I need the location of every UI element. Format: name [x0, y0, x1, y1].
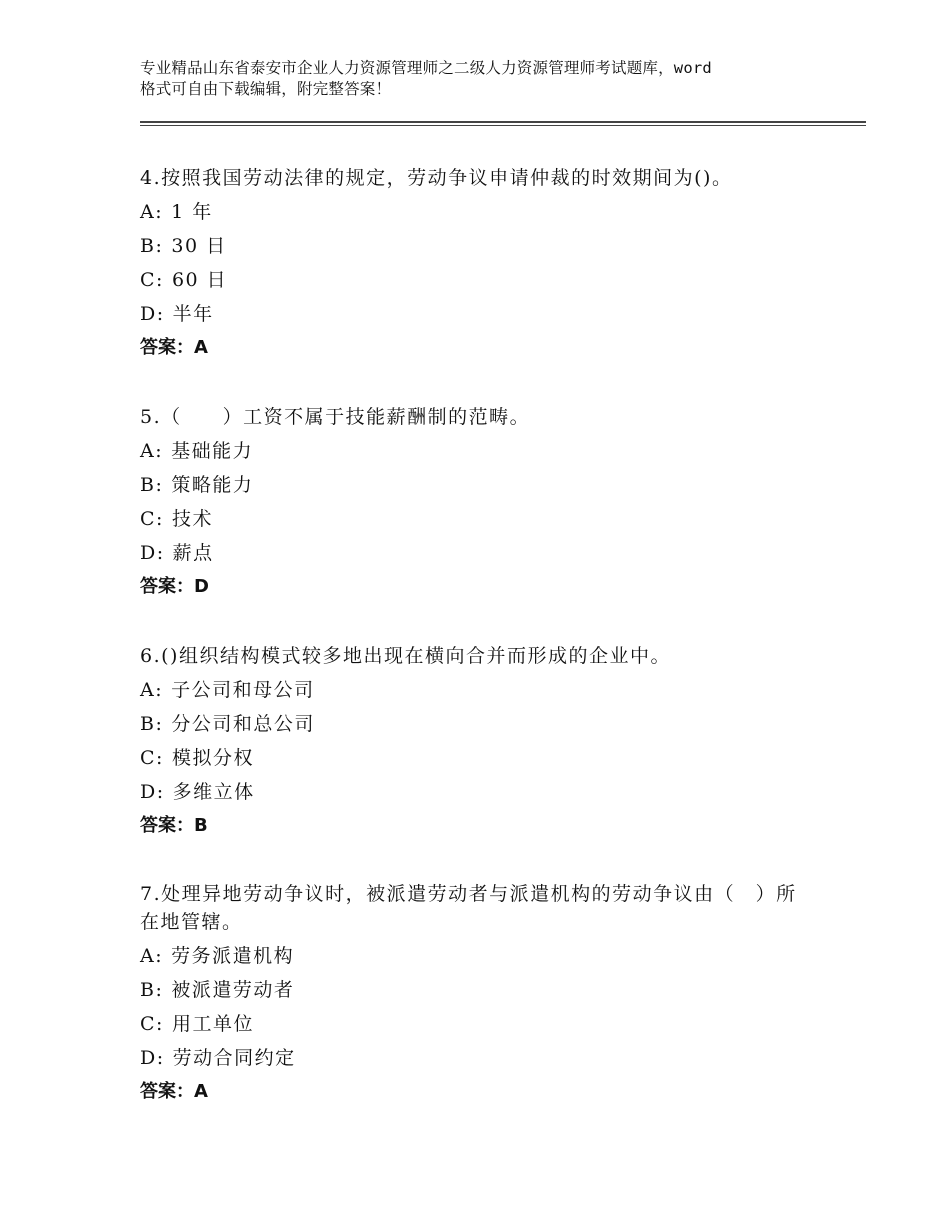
- answer-label: 答案：A: [140, 337, 208, 358]
- option-b: [140, 232, 840, 260]
- option-letter: C:: [140, 269, 164, 291]
- option-c: [140, 1010, 800, 1038]
- header-title-line-2: 格式可自由下载编辑，附完整答案！: [140, 80, 392, 98]
- option-text: 分公司和总公司: [171, 713, 315, 735]
- question-stem: 5.（ ）工资不属于技能薪酬制的范畴。: [140, 406, 531, 428]
- option-text: 技术: [171, 508, 213, 530]
- option-c: [140, 266, 840, 294]
- option-d: [140, 539, 840, 567]
- option-letter: C:: [140, 747, 164, 769]
- option-letter: A:: [140, 201, 164, 223]
- option-letter: B:: [140, 235, 164, 257]
- option-a: [140, 198, 840, 226]
- option-text: 劳务派遣机构: [171, 945, 295, 967]
- header-divider-thin: [140, 125, 866, 126]
- option-a: [140, 437, 840, 465]
- option-letter: B:: [140, 979, 164, 1001]
- option-text: 用工单位: [171, 1013, 254, 1035]
- header-divider: [140, 121, 866, 123]
- option-letter: A:: [140, 679, 164, 701]
- option-letter: A:: [140, 440, 164, 462]
- option-text: 基础能力: [171, 440, 254, 462]
- option-text: 60 日: [171, 269, 228, 291]
- option-a: [140, 676, 840, 704]
- option-text: 策略能力: [171, 474, 254, 496]
- option-letter: C:: [140, 508, 164, 530]
- option-letter: B:: [140, 713, 164, 735]
- question-6: [140, 642, 840, 840]
- option-b: [140, 710, 840, 738]
- option-d: [140, 778, 840, 806]
- question-stem: 7.处理异地劳动争议时，被派遣劳动者与派遣机构的劳动争议由（ ）所在地管辖。: [140, 883, 797, 933]
- option-c: [140, 505, 840, 533]
- option-text: 劳动合同约定: [172, 1047, 296, 1069]
- option-c: [140, 744, 840, 772]
- option-letter: D:: [140, 303, 165, 325]
- question-stem: 6.()组织结构模式较多地出现在横向合并而形成的企业中。: [140, 645, 671, 667]
- option-text: 子公司和母公司: [171, 679, 315, 701]
- option-text: 薪点: [172, 542, 214, 564]
- option-text: 多维立体: [172, 781, 255, 803]
- header-title-line-1: 专业精品山东省泰安市企业人力资源管理师之二级人力资源管理师考试题库，word: [140, 59, 712, 77]
- question-7: [140, 880, 800, 1106]
- option-text: 半年: [172, 303, 214, 325]
- option-letter: D:: [140, 781, 165, 803]
- question-4: [140, 164, 840, 362]
- option-letter: B:: [140, 474, 164, 496]
- option-text: 模拟分权: [171, 747, 254, 769]
- question-stem: 4.按照我国劳动法律的规定，劳动争议申请仲裁的时效期间为()。: [140, 167, 733, 189]
- option-text: 1 年: [171, 201, 213, 223]
- option-text: 30 日: [171, 235, 227, 257]
- option-b: [140, 976, 800, 1004]
- option-letter: D:: [140, 1047, 165, 1069]
- option-d: [140, 300, 840, 328]
- option-b: [140, 471, 840, 499]
- option-text: 被派遣劳动者: [171, 979, 295, 1001]
- option-a: [140, 942, 800, 970]
- document-header: [140, 58, 840, 100]
- question-5: [140, 403, 840, 601]
- answer-label: 答案：D: [140, 576, 209, 597]
- option-d: [140, 1044, 800, 1072]
- option-letter: A:: [140, 945, 164, 967]
- option-letter: D:: [140, 542, 165, 564]
- answer-label: 答案：A: [140, 1081, 208, 1102]
- answer-label: 答案：B: [140, 815, 208, 836]
- option-letter: C:: [140, 1013, 164, 1035]
